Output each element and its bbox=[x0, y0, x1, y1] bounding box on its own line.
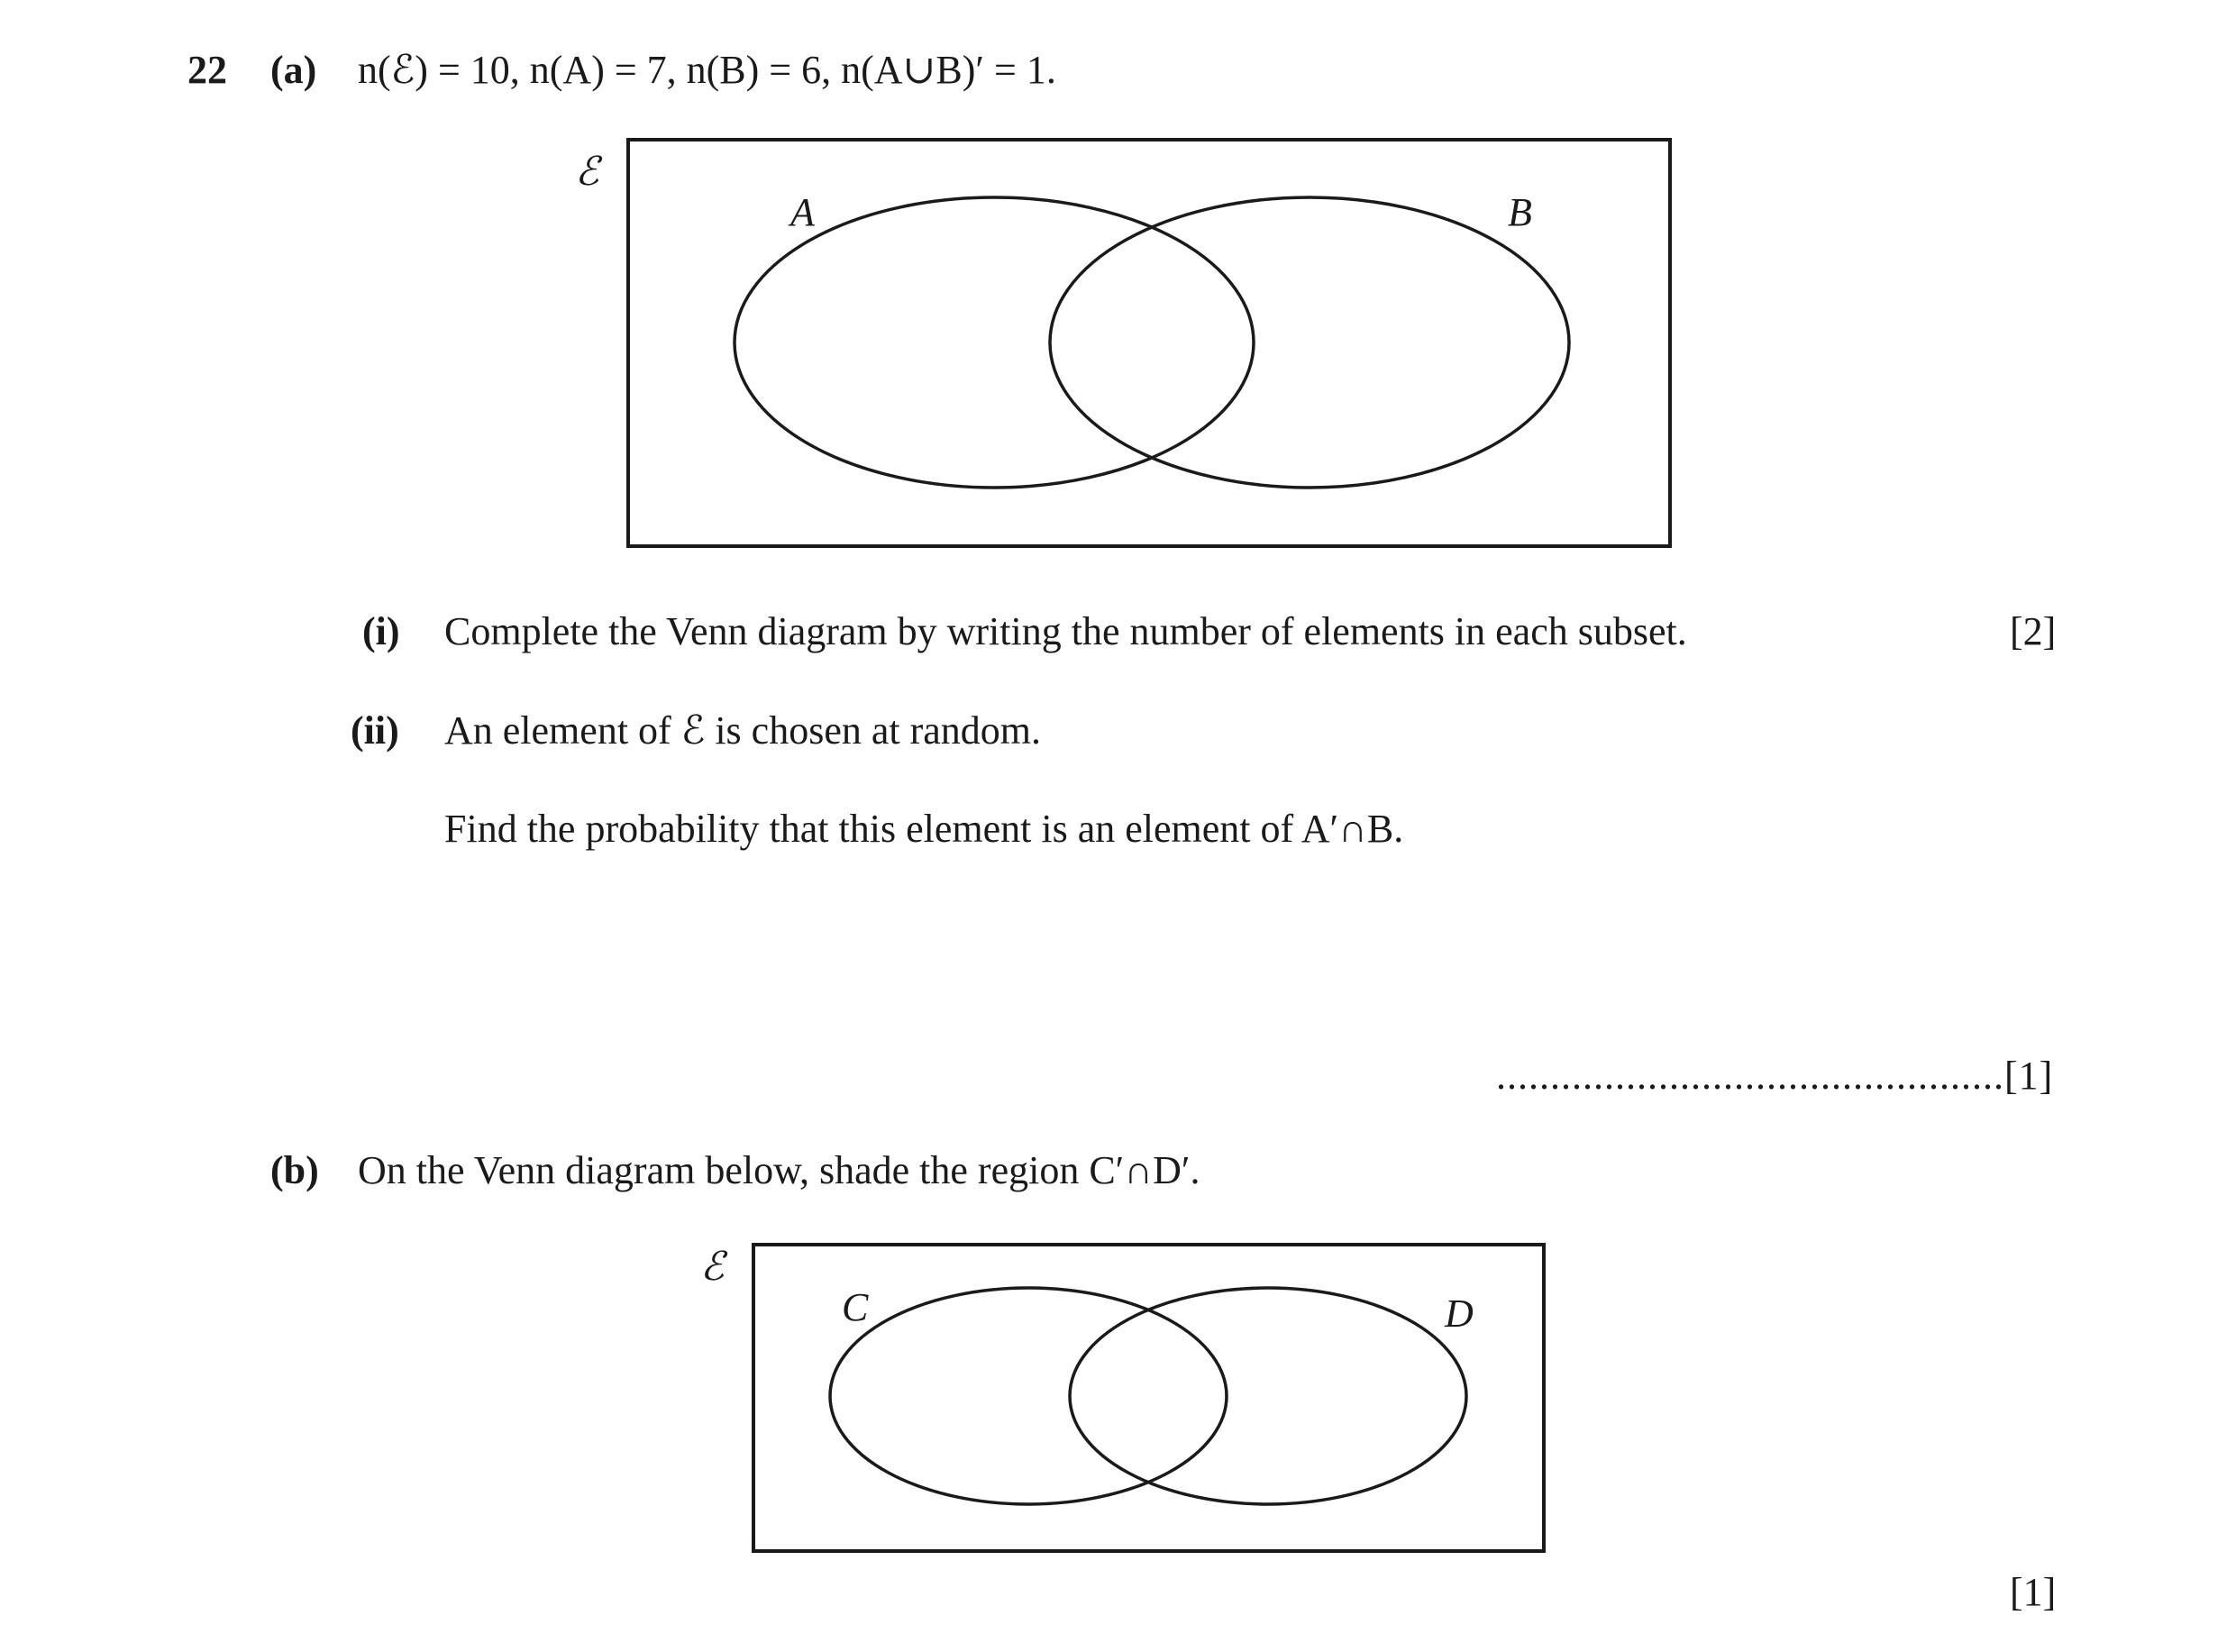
universal-set-box-b bbox=[753, 1245, 1544, 1551]
set-a-label: A bbox=[790, 190, 815, 234]
set-d-ellipse[interactable] bbox=[1070, 1288, 1466, 1504]
venn-diagram-b[interactable] bbox=[685, 1226, 1586, 1568]
sub-ii-label: (ii) bbox=[351, 708, 399, 753]
sub-ii-text: An element of ℰ is chosen at random. bbox=[444, 708, 1042, 753]
sub-i-marks: [2] bbox=[2010, 609, 2057, 653]
set-b-label: B bbox=[1508, 190, 1532, 234]
part-b-marks: [1] bbox=[2010, 1570, 2057, 1614]
question-number: 22 bbox=[187, 48, 227, 92]
answer-dots: ............................................... bbox=[1496, 1054, 2004, 1098]
venn-diagram-a bbox=[559, 126, 1730, 559]
part-b-text: On the Venn diagram below, shade the region C′∩D′. bbox=[358, 1148, 1200, 1192]
part-a-given: n(ℰ) = 10, n(A) = 7, n(B) = 6, n(A∪B)′ = 1. bbox=[358, 48, 1056, 92]
set-c-ellipse[interactable] bbox=[830, 1288, 1227, 1504]
part-b-label: (b) bbox=[270, 1148, 319, 1192]
sub-i-label: (i) bbox=[362, 609, 400, 653]
part-a-label: (a) bbox=[270, 48, 317, 92]
sub-ii-question: Find the probability that this element is an element of A′∩B. bbox=[444, 807, 1404, 851]
set-a-ellipse bbox=[735, 197, 1254, 488]
universal-symbol-b: ℰ bbox=[700, 1244, 725, 1290]
sub-i-text: Complete the Venn diagram by writing the number of elements in each subset. bbox=[444, 609, 1687, 653]
set-b-ellipse bbox=[1050, 197, 1569, 488]
universal-symbol-a: ℰ bbox=[575, 149, 599, 195]
set-c-label: C bbox=[842, 1285, 869, 1329]
answer-line[interactable] bbox=[1496, 1056, 2053, 1096]
set-d-label: D bbox=[1445, 1291, 1474, 1336]
sub-ii-marks: [1] bbox=[2004, 1054, 2054, 1098]
